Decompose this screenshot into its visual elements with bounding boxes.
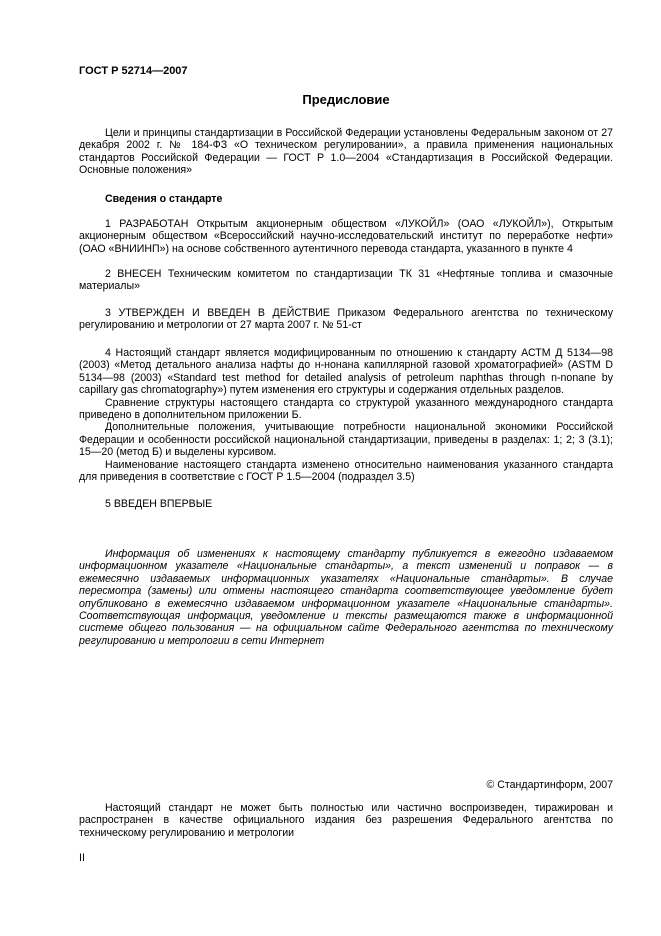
section-heading: Сведения о стандарте — [105, 193, 223, 205]
name-change-paragraph: Наименование настоящего стандарта изменено относительно наименования указанного стандарта для приведения в соответствие с ГОСТ Р 1.5—2004 (подраздел 3.5) — [79, 458, 613, 484]
item-developed: 1 РАЗРАБОТАН Открытым акционерным обществом «ЛУКОЙЛ» (ОАО «ЛУКОЙЛ»), Открытым акционерным обществом «Всероссийский научно-исследовательский институт по переработке нефти» (ОАО «ВНИИНП») на основе собственного аутентичного перевода стандарта, указанного в пункте 4 — [79, 218, 613, 255]
item-modified-text: 4 Настоящий стандарт является модифицированным по отношению к стандарту АСТМ Д 5134—98 (2003) «Метод детального анализа нафты до н-нонана капиллярной газовой хроматографией» (ASTM D 5134—98 (2003) «Standard test method for detailed analysis of petroleum naphthas through n-nonane by capillary gas chromatography») путем изменения его структуры и содержания отдельных разделов. — [79, 347, 613, 397]
item-approved: 3 УТВЕРЖДЕН И ВВЕДЕН В ДЕЙСТВИЕ Приказом Федерального агентства по техническому регулированию и метрологии от 27 марта 2007 г. № 51-ст — [79, 307, 613, 332]
page-title: Предисловие — [302, 92, 390, 107]
item-first-time: 5 ВВЕДЕН ВПЕРВЫЕ — [105, 498, 213, 510]
comparison-paragraph: Сравнение структуры настоящего стандарта со структурой указанного международного стандарта приведено в дополнительном приложении Б. — [79, 396, 613, 422]
changes-notice: Информация об изменениях к настоящему стандарту публикуется в ежегодно издаваемом информационном указателе «Национальные стандарты», а текст изменений и поправок — в ежемесячно издаваемых информационных указателях «Национальные стандарты». В случае пересмотра (замены) или отмены настоящего стандарта соответствующее уведомление будет опубликовано в ежемесячно издаваемом информационном указателе «Национальные стандарты». Соответствующая информация, уведомление и тексты размещаются также в информационной системе общего пользования — на официальном сайте Федерального агентства по техническому регулированию и метрологии в сети Интернет — [79, 548, 613, 647]
page-number: II — [79, 852, 85, 864]
additional-provisions-paragraph: Дополнительные положения, учитывающие потребности национальной экономики Российской Федерации и особенности российской национальной стандартизации, приведены в разделах: 1; 2; 3 (3.1); 15—20 (метод Б) и выделены курсивом. — [79, 421, 613, 459]
item-modified — [79, 347, 613, 483]
reproduction-notice: Настоящий стандарт не может быть полностью или частично воспроизведен, тиражирован и распространен в качестве официального издания без разрешения Федерального агентства по техническому регулированию и метрологии — [79, 802, 613, 839]
copyright-line: © Стандартинформ, 2007 — [486, 779, 613, 791]
aims-paragraph: Цели и принципы стандартизации в Российской Федерации установлены Федеральным законом от 27 декабря 2002 г. № 184-ФЗ «О техническом регулировании», а правила применения национальных стандартов Российской Федерации — ГОСТ Р 1.0—2004 «Стандартизация в Российской Федерации. Основные положения» — [79, 127, 613, 177]
item-introduced-by: 2 ВНЕСЕН Техническим комитетом по стандартизации ТК 31 «Нефтяные топлива и смазочные материалы» — [79, 268, 613, 293]
standard-id: ГОСТ Р 52714—2007 — [79, 65, 188, 77]
